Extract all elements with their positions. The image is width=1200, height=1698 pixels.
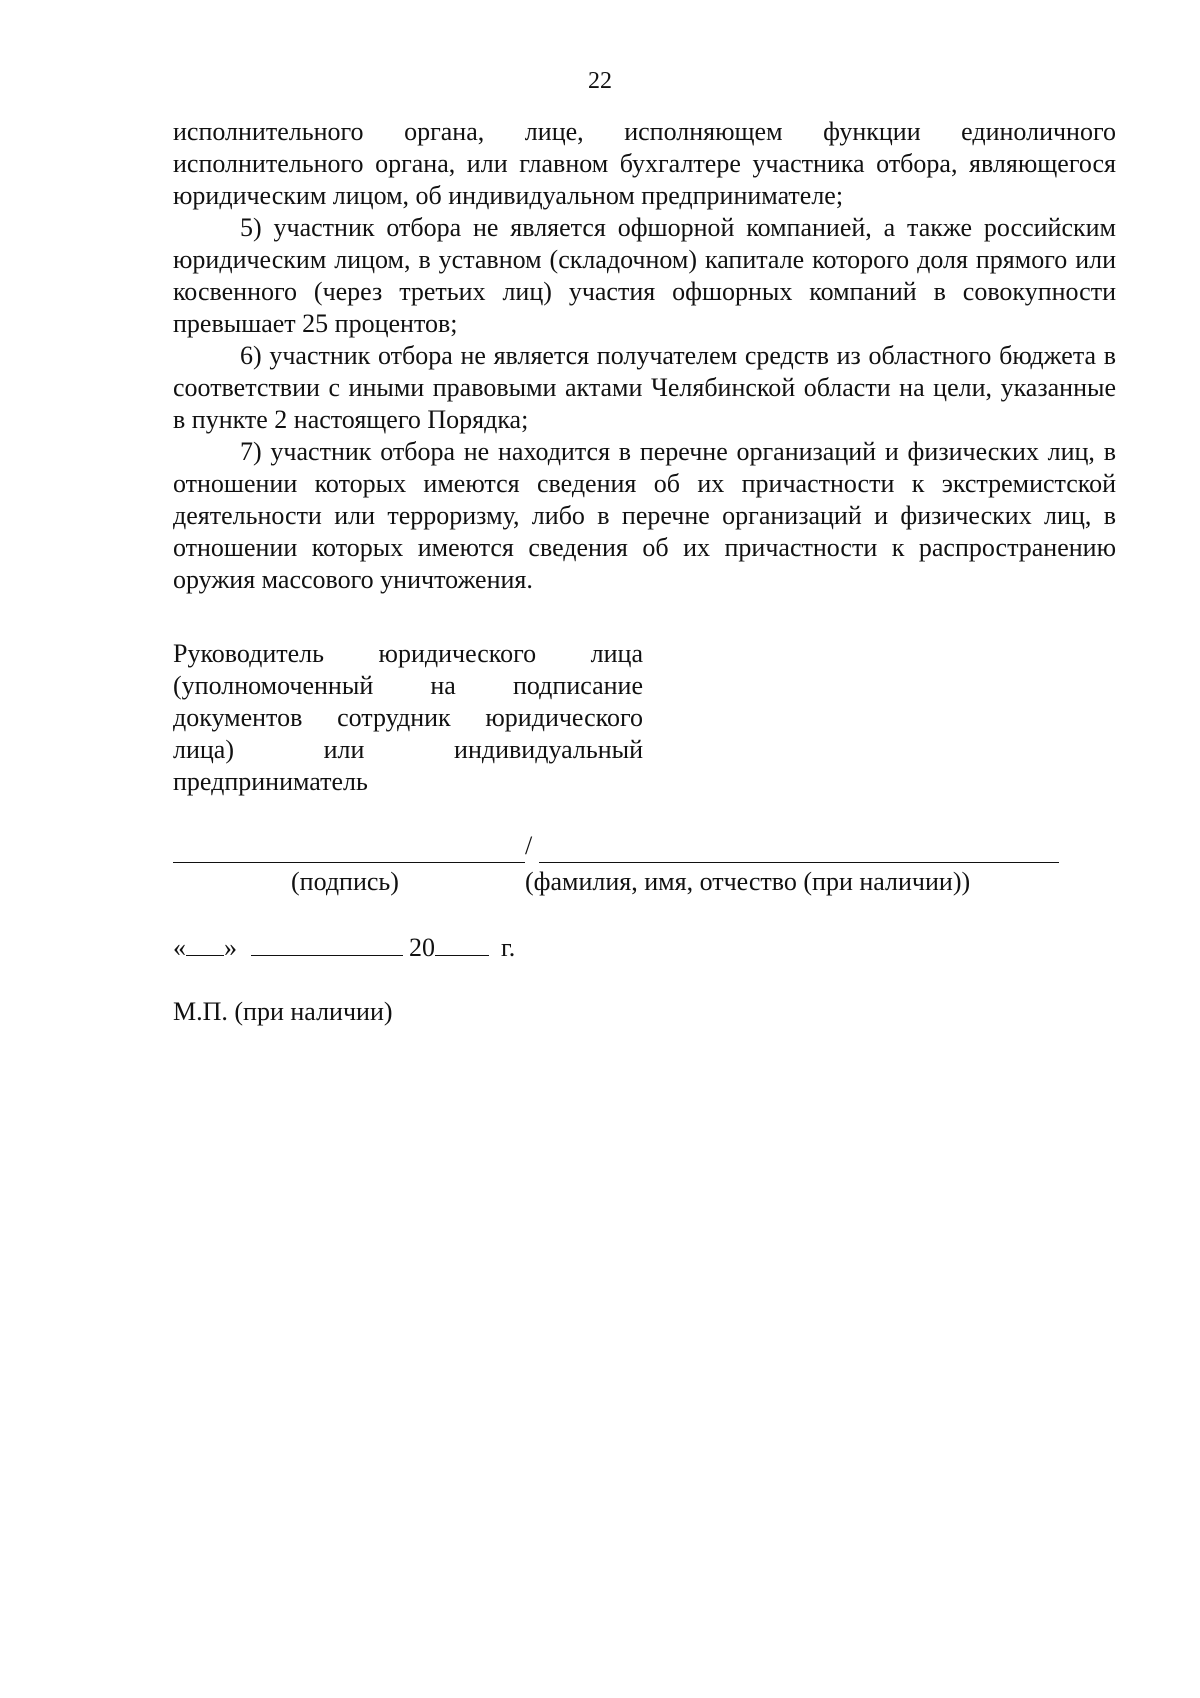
document-body: [173, 116, 1116, 596]
signature-blank-line: [173, 862, 525, 863]
paragraph-continuation: исполнительного органа, лице, исполняющем функции единоличного исполнительного органа, или главном бухгалтере участника отбора, являющегося юридическим лицом, об индивидуальном предпринимателе;: [173, 117, 1116, 210]
page-number: 22: [588, 68, 612, 94]
stamp-note: М.П. (при наличии): [173, 997, 393, 1026]
date-year-blank: [435, 933, 489, 956]
signer-title-block: [173, 638, 643, 798]
paragraph-item-7: 7) участник отбора не находится в перечне организаций и физических лиц, в отношении которых имеются сведения об их причастности к экстремистской деятельности или терроризму, либо в перечне организаций и физических лиц, в отношении которых имеются сведения об их причастности к распространению оружия массового уничтожения.: [173, 437, 1116, 594]
signature-lines: [173, 826, 1059, 866]
date-line: [173, 932, 515, 964]
full-name-blank-line: [539, 862, 1059, 863]
paragraph-item-5: 5) участник отбора не является офшорной компанией, а также российским юридическим лицом, в уставном (складочном) капитале которого доля прямого или косвенного (через третьих лиц) участия офшорных компаний в совокупности превышает 25 процентов;: [173, 213, 1116, 338]
paragraph-item-6: 6) участник отбора не является получателем средств из областного бюджета в соответствии с иными правовыми актами Челябинской области на цели, указанные в пункте 2 настоящего Порядка;: [173, 341, 1116, 434]
date-year-suffix: г.: [501, 933, 516, 962]
date-open-quote: «: [173, 933, 186, 962]
full-name-caption: (фамилия, имя, отчество (при наличии)): [525, 867, 971, 896]
signature-caption: (подпись): [291, 867, 399, 896]
date-month-blank: [251, 933, 403, 956]
signature-separator: /: [525, 831, 533, 860]
date-day-blank: [186, 933, 224, 956]
date-century: 20: [409, 933, 435, 962]
signer-title: Руководитель юридического лица (уполномоченный на подписание документов сотрудник юридического лица) или индивидуальный предприниматель: [173, 639, 643, 796]
date-close-quote: »: [224, 933, 237, 962]
